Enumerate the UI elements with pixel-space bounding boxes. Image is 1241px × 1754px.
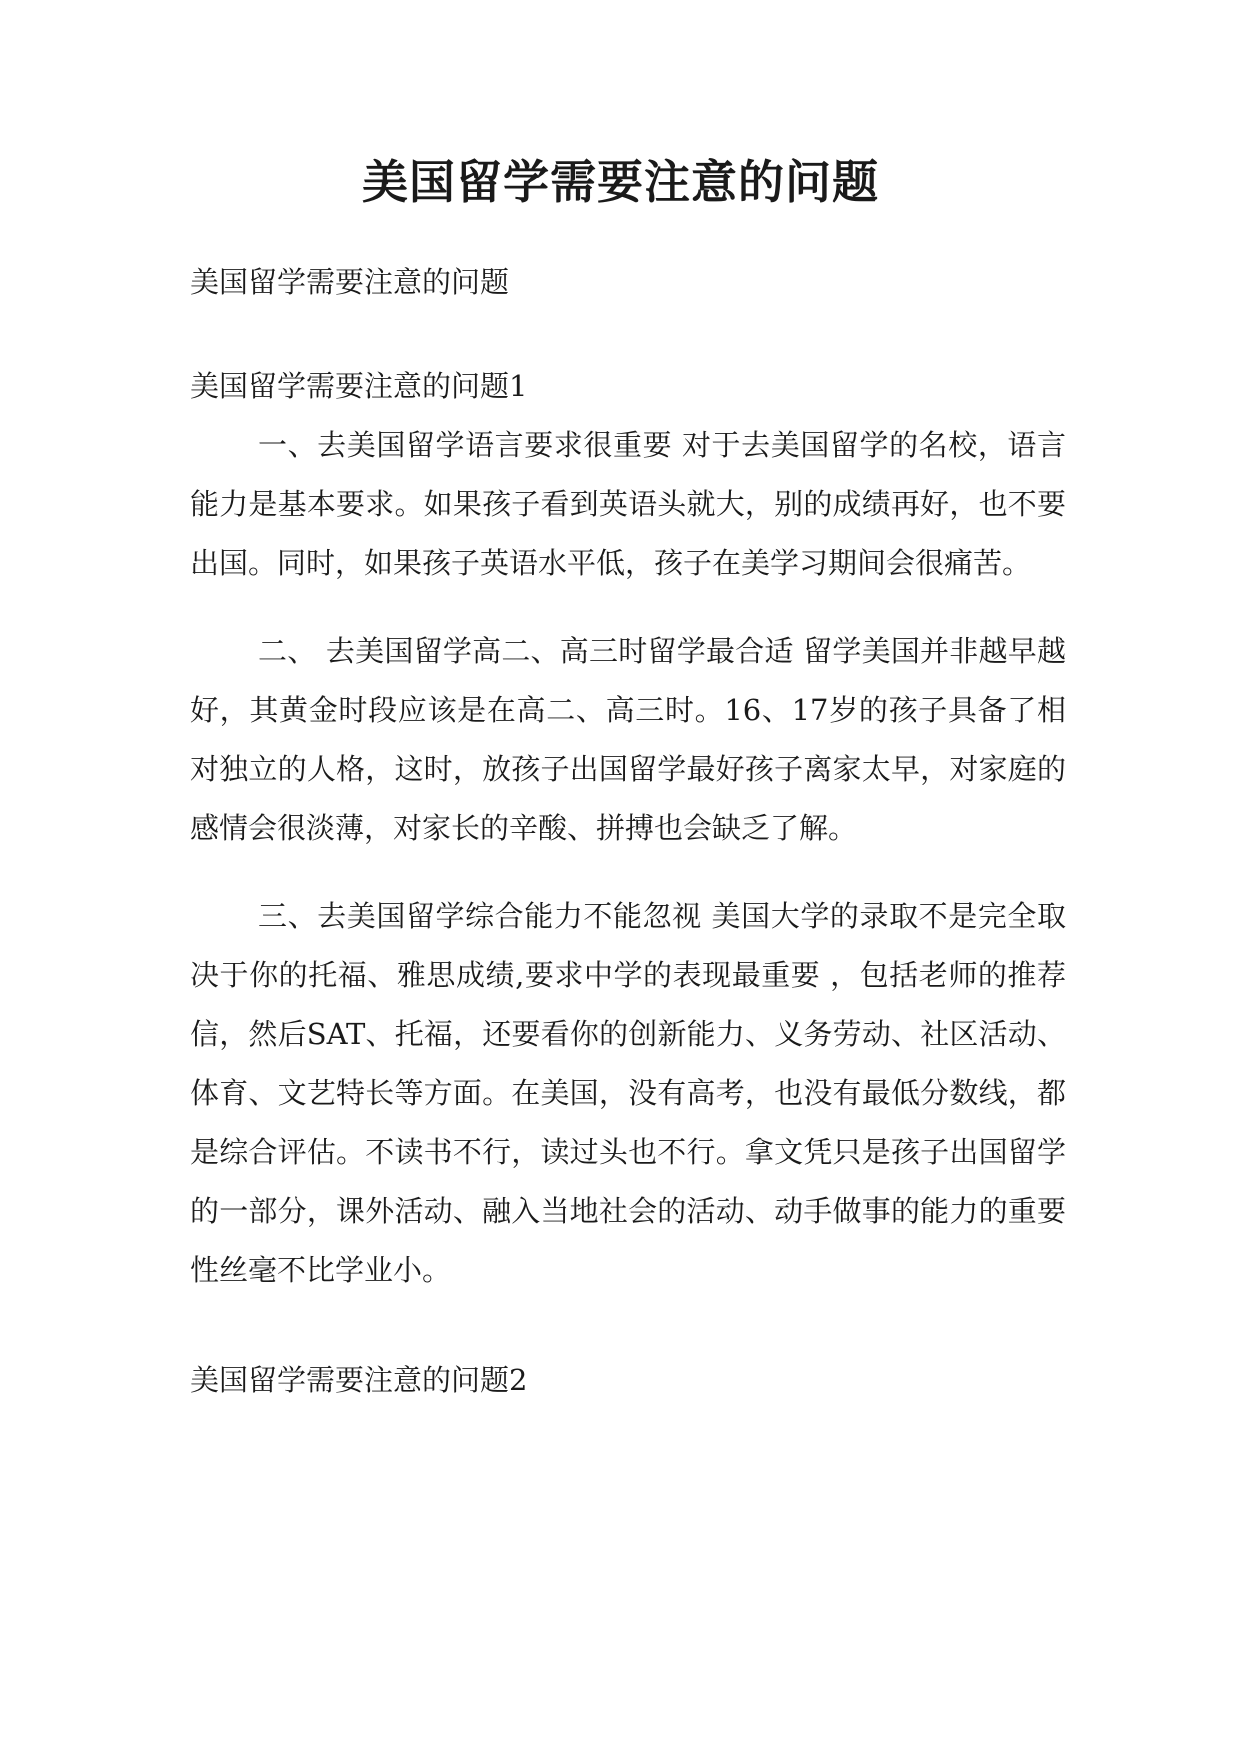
section-1-heading: 美国留学需要注意的问题1 bbox=[190, 369, 528, 403]
section-2-heading: 美国留学需要注意的问题2 bbox=[190, 1363, 528, 1397]
paragraph-2: 二、 去美国留学高二、高三时留学最合适 留学美国并非越早越好，其黄金时段应该是在高二、高三时。16、17岁的孩子具备了相对独立的人格，这时，放孩子出国留学最好孩子离家太早，对家庭的感情会很淡薄，对家长的辛酸、拼搏也会缺乏了解。 bbox=[190, 634, 1066, 845]
paragraph-3: 三、去美国留学综合能力不能忽视 美国大学的录取不是完全取决于你的托福、雅思成绩,要求中学的表现最重要 ，包括老师的推荐信，然后SAT、托福，还要看你的创新能力、义务劳动、社区活动、体育、文艺特长等方面。在美国，没有高考，也没有最低分数线，都是综合评估。不读书不行，读过头也不行。拿文凭只是孩子出国留学的一部分，课外活动、融入当地社会的活动、动手做事的能力的重要性丝毫不比学业小。 bbox=[190, 899, 1066, 1287]
document-title: 美国留学需要注意的问题 bbox=[362, 155, 879, 209]
document-subtitle: 美国留学需要注意的问题 bbox=[190, 265, 510, 299]
paragraph-1: 一、去美国留学语言要求很重要 对于去美国留学的名校，语言能力是基本要求。如果孩子看到英语头就大，别的成绩再好，也不要出国。同时，如果孩子英语水平低，孩子在美学习期间会很痛苦。 bbox=[190, 428, 1066, 580]
